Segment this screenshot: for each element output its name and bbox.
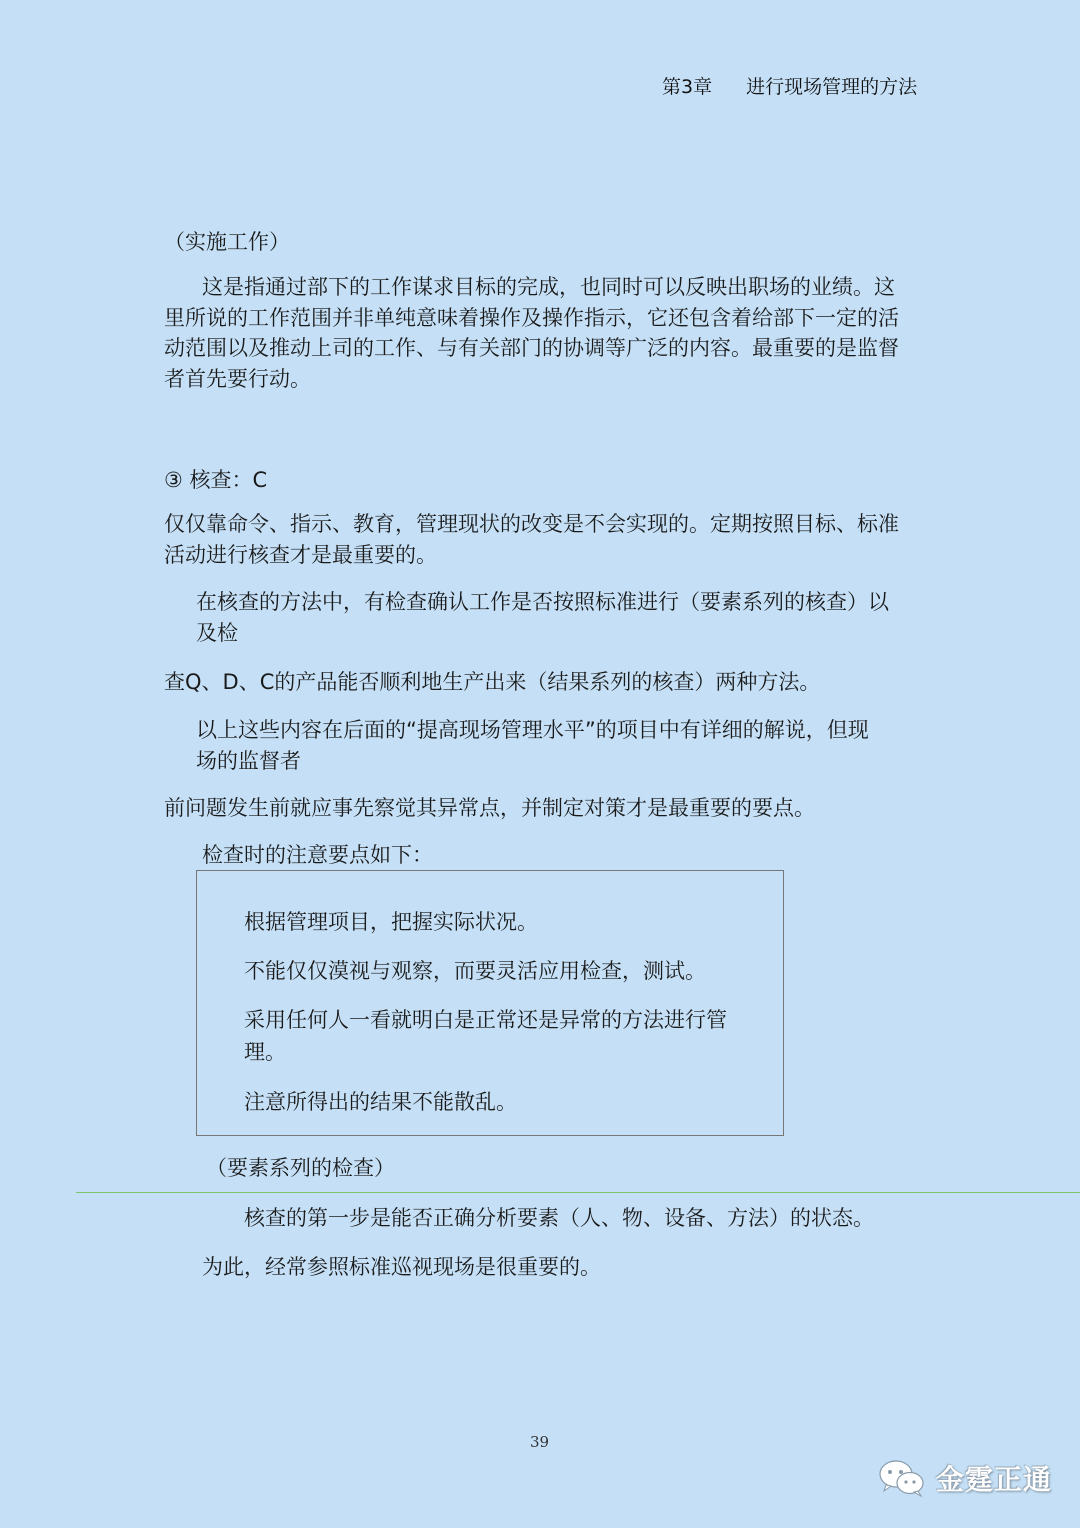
paragraph-line: 在核查的方法中，有检查确认工作是否按照标准进行（要素系列的核查）以 — [196, 590, 889, 614]
watermark-text: 金霆正通 — [936, 1463, 1053, 1496]
paragraph-line: 活动进行核查才是最重要的。 — [164, 543, 437, 567]
divider-line — [76, 1192, 1080, 1193]
paragraph-line: 以上这些内容在后面的“提高现场管理水平”的项目中有详细的解说，但现 — [196, 718, 869, 742]
watermark — [876, 1458, 1052, 1498]
page-number: 39 — [530, 1433, 550, 1451]
running-header — [662, 72, 917, 99]
box-item: 注意所得出的结果不能散乱。 — [244, 1090, 517, 1114]
sub-heading: （要素系列的检查） — [206, 1156, 395, 1180]
paragraph-line: 及检 — [196, 621, 238, 645]
section-heading: （实施工作） — [164, 230, 290, 254]
paragraph-line: 仅仅靠命令、指示、教育，管理现状的改变是不会实现的。定期按照目标、标准 — [164, 512, 899, 536]
chapter-number: 第3章 — [662, 76, 713, 98]
paragraph-line: 为此，经常参照标准巡视现场是很重要的。 — [202, 1255, 601, 1279]
box-item: 不能仅仅漠视与观察，而要灵活应用检查，测试。 — [244, 959, 706, 983]
wechat-icon — [876, 1458, 928, 1498]
check-heading: ③ 核查：C — [164, 468, 268, 492]
box-item: 根据管理项目，把握实际状况。 — [244, 910, 538, 934]
paragraph-line: 这是指通过部下的工作谋求目标的完成，也同时可以反映出职场的业绩。这 — [202, 275, 895, 299]
box-item: 理。 — [244, 1040, 286, 1064]
paragraph-line: 查Q、D、C的产品能否顺利地生产出来（结果系列的核查）两种方法。 — [164, 670, 821, 694]
box-item: 采用任何人一看就明白是正常还是异常的方法进行管 — [244, 1008, 727, 1032]
paragraph-line: 者首先要行动。 — [164, 367, 311, 391]
box-heading: 检查时的注意要点如下： — [202, 843, 433, 867]
chapter-title: 进行现场管理的方法 — [746, 76, 918, 98]
paragraph-line: 动范围以及推动上司的工作、与有关部门的协调等广泛的内容。最重要的是监督 — [164, 336, 899, 360]
paragraph-line: 前问题发生前就应事先察觉其异常点，并制定对策才是最重要的要点。 — [164, 796, 815, 820]
paragraph-line: 场的监督者 — [196, 749, 301, 773]
paragraph-line: 核查的第一步是能否正确分析要素（人、物、设备、方法）的状态。 — [244, 1206, 874, 1230]
paragraph-line: 里所说的工作范围并非单纯意味着操作及操作指示，它还包含着给部下一定的活 — [164, 306, 899, 330]
